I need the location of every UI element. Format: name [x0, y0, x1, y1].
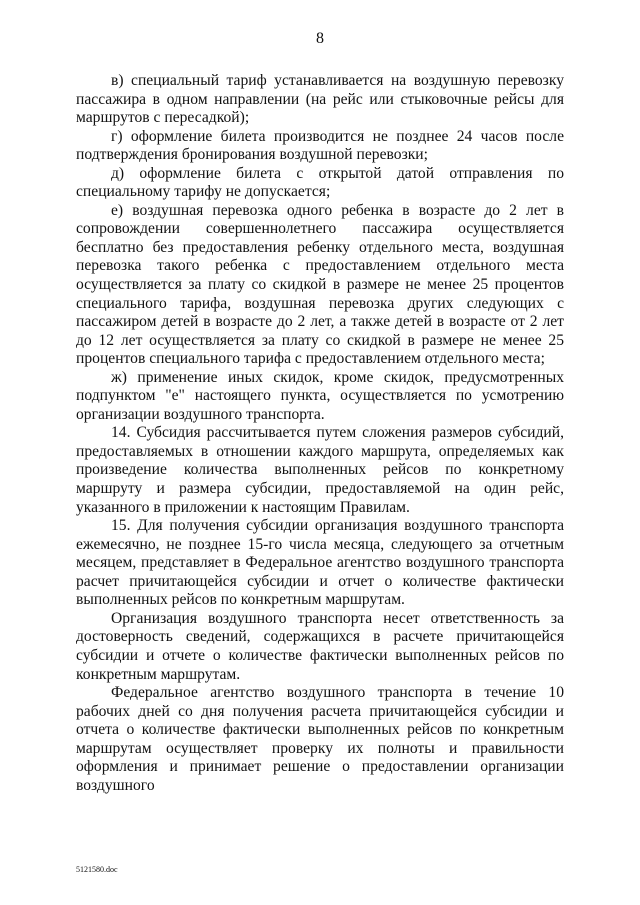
paragraph-14-subsidy-calculation: 14. Субсидия рассчитывается путем сложения размеров субсидий, предоставляемых в отношении каждого маршрута, определяемых как произведение количества выполненных рейсов по конкретному маршруту и размера субсидии, предоставляемой на один рейс, указанного в приложении к настоящим Правилам.	[76, 424, 564, 516]
document-file-name: 5121580.doc	[76, 865, 118, 874]
paragraph-e-child-transport: е) воздушная перевозка одного ребенка в возрасте до 2 лет в сопровождении совершеннолетнего пассажира осуществляется бесплатно без предоставления ребенку отдельного места, воздушная перевозка такого ребенка с предоставлением отдельного места осуществляется за плату со скидкой в размере не менее 25 процентов специального тарифа, воздушная перевозка других следующих с пассажиром детей в возрасте до 2 лет, а также детей в возрасте от 2 лет до 12 лет осуществляется за плату со скидкой в размере не менее 25 процентов специального тарифа с предоставлением отдельного места;	[76, 201, 564, 368]
paragraph-v-special-tariff: в) специальный тариф устанавливается на воздушную перевозку пассажира в одном направлении (на рейс или стыковочные рейсы для маршрутов с пересадкой);	[76, 72, 564, 127]
paragraph-agency-review: Федеральное агентство воздушного транспорта в течение 10 рабочих дней со дня получения расчета причитающейся субсидии и отчета о количестве фактически выполненных рейсов по конкретным маршрутам осуществляет проверку их полноты и правильности оформления и принимает решение о предоставлении организации воздушного	[76, 684, 564, 794]
paragraph-g-ticket-issue: г) оформление билета производится не позднее 24 часов после подтверждения бронирования воздушной перевозки;	[76, 127, 564, 164]
paragraph-zh-other-discounts: ж) применение иных скидок, кроме скидок, предусмотренных подпунктом "е" настоящего пункта, осуществляется по усмотрению организации воздушного транспорта.	[76, 368, 564, 423]
page-number: 8	[316, 30, 324, 47]
paragraph-d-open-date: д) оформление билета с открытой датой отправления по специальному тарифу не допускается;	[76, 164, 564, 201]
document-body	[76, 72, 564, 795]
paragraph-responsibility: Организация воздушного транспорта несет ответственность за достоверность сведений, содержащихся в расчете причитающейся субсидии и отчете о количестве фактически выполненных рейсов по конкретным маршрутам.	[76, 609, 564, 683]
paragraph-15-subsidy-request: 15. Для получения субсидии организация воздушного транспорта ежемесячно, не позднее 15-го числа месяца, следующего за отчетным месяцем, представляет в Федеральное агентство воздушного транспорта расчет причитающейся субсидии и отчет о количестве фактически выполненных рейсов по конкретным маршрутам.	[76, 517, 564, 609]
